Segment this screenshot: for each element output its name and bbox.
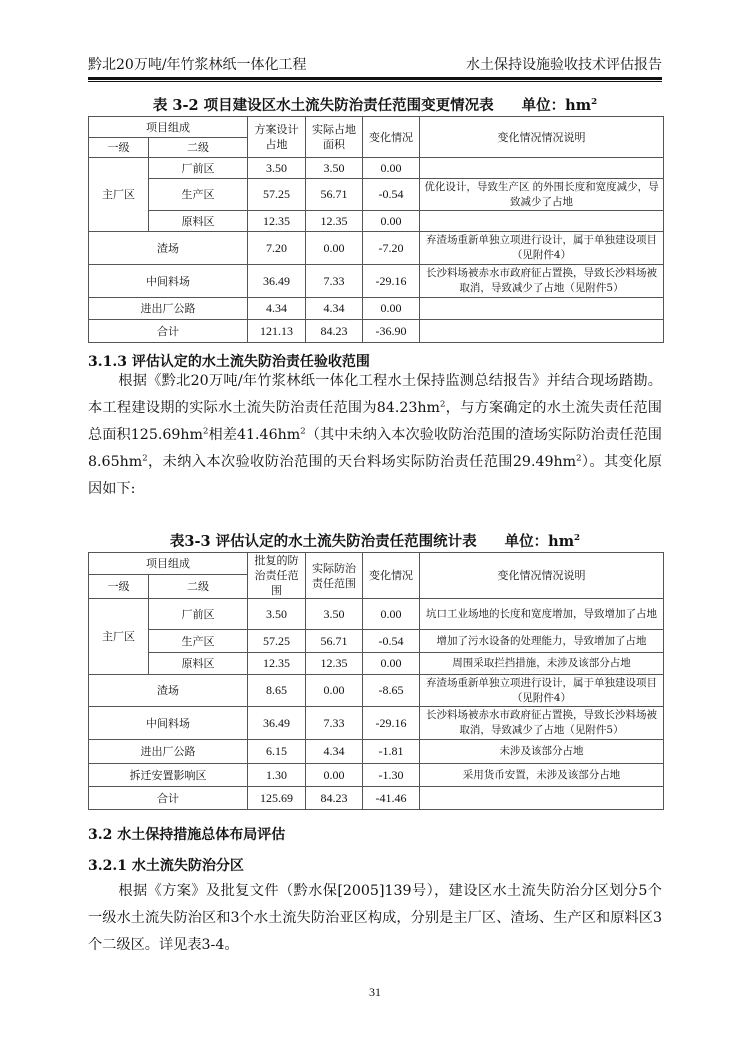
table2-cell-b: 56.71 bbox=[306, 630, 363, 653]
table2-cell-note: 长沙料场被赤水市政府征占置换，导致长沙料场被取消，导致减少了占地（见附件5） bbox=[420, 707, 664, 740]
table-row bbox=[89, 320, 664, 343]
table2-cell-c: -1.81 bbox=[363, 740, 420, 764]
section-3-1-3-paragraph bbox=[88, 368, 662, 503]
table2-cell-b: 12.35 bbox=[306, 653, 363, 675]
table1-header-col1: 方案设计占地 bbox=[248, 117, 306, 158]
table1-unit bbox=[522, 97, 597, 114]
table2-cell-note: 未涉及该部分占地 bbox=[420, 740, 664, 764]
table1-cell-l1: 合计 bbox=[89, 320, 248, 343]
table1-cell-b: 0.00 bbox=[306, 232, 363, 265]
sup-4: 2 bbox=[142, 453, 148, 464]
table2-cell-l1: 渣场 bbox=[89, 675, 248, 707]
table1-cell-c: -29.16 bbox=[363, 265, 420, 298]
table1-cell-b: 56.71 bbox=[306, 179, 363, 211]
table2-cell-b: 0.00 bbox=[306, 764, 363, 787]
table2-unit-text: 单位：hm bbox=[504, 533, 575, 550]
table1-cell-c: -36.90 bbox=[363, 320, 420, 343]
table2-cell-c: -1.30 bbox=[363, 764, 420, 787]
table2-cell-l1: 主厂区 bbox=[89, 599, 149, 675]
table-row bbox=[89, 265, 664, 298]
header-project-title: 黔北20万吨/年竹浆林纸一体化工程 bbox=[88, 57, 307, 73]
table2-cell-a: 125.69 bbox=[248, 787, 306, 810]
table1-header-col2: 实际占地面积 bbox=[306, 117, 363, 158]
table2-cell-l1: 进出厂公路 bbox=[89, 740, 248, 764]
table1-unit-text: 单位：hm bbox=[521, 97, 592, 114]
table1-cell-a: 3.50 bbox=[248, 158, 306, 179]
table2-cell-a: 12.35 bbox=[248, 653, 306, 675]
table2-header-col1: 批复的防治责任范围 bbox=[248, 553, 306, 599]
table1-cell-note: 弃渣场重新单独立项进行设计，属于单独建设项目（见附件4） bbox=[420, 232, 664, 265]
table1-cell-l1: 进出厂公路 bbox=[89, 298, 248, 320]
table1-cell-a: 57.25 bbox=[248, 179, 306, 211]
table1-header-group: 项目组成 bbox=[89, 117, 248, 138]
table2-header-col3: 变化情况 bbox=[363, 553, 420, 599]
table1-cell-note bbox=[420, 211, 664, 232]
table1-cell-c: -7.20 bbox=[363, 232, 420, 265]
table1-cell-a: 36.49 bbox=[248, 265, 306, 298]
table2-caption bbox=[88, 530, 662, 551]
table1-cell-b: 4.34 bbox=[306, 298, 363, 320]
table1-cell-note: 优化设计，导致生产区 的外围长度和宽度减少，导致减少了占地 bbox=[420, 179, 664, 211]
table2-cell-l1: 中间料场 bbox=[89, 707, 248, 740]
table-row bbox=[89, 740, 664, 764]
table1-cell-l2: 厂前区 bbox=[149, 158, 248, 179]
table2-header-col4: 变化情况情况说明 bbox=[420, 553, 664, 599]
table2-cell-c: -29.16 bbox=[363, 707, 420, 740]
table2-cell-a: 1.30 bbox=[248, 764, 306, 787]
table1-cell-a: 4.34 bbox=[248, 298, 306, 320]
table1-cell-l1: 渣场 bbox=[89, 232, 248, 265]
header-report-title: 水土保持设施验收技术评估报告 bbox=[466, 57, 662, 73]
sup-2: 2 bbox=[203, 426, 209, 437]
para-part-5: ，未纳入本次验收防治范围的天台料场实际防治责任范围29.49hm bbox=[147, 454, 577, 470]
table1-caption-text: 表 3-2 项目建设区水土流失防治责任范围变更情况表 bbox=[152, 97, 494, 114]
table-row bbox=[89, 787, 664, 810]
table2-caption-text: 表3-3 评估认定的水土流失防治责任范围统计表 bbox=[169, 533, 477, 550]
header-rule-thick bbox=[88, 77, 662, 80]
page-header bbox=[88, 52, 662, 76]
table2-cell-b: 0.00 bbox=[306, 675, 363, 707]
table1-cell-l1: 主厂区 bbox=[89, 158, 149, 232]
table1-cell-b: 7.33 bbox=[306, 265, 363, 298]
table2-cell-c: -0.54 bbox=[363, 630, 420, 653]
table1-cell-l2: 生产区 bbox=[149, 179, 248, 211]
table1-cell-b: 84.23 bbox=[306, 320, 363, 343]
table2-header-level2: 二级 bbox=[149, 575, 248, 599]
table1-cell-a: 121.13 bbox=[248, 320, 306, 343]
section-3-2-heading: 3.2 水土保持措施总体布局评估 bbox=[88, 827, 286, 843]
table2-cell-c: -8.65 bbox=[363, 675, 420, 707]
table-row bbox=[89, 653, 664, 675]
table2-cell-l2: 生产区 bbox=[149, 630, 248, 653]
section-3-1-3-heading: 3.1.3 评估认定的水土流失防治责任验收范围 bbox=[88, 354, 370, 370]
table1 bbox=[88, 116, 664, 343]
table-row bbox=[89, 599, 664, 630]
table2-header-level1: 一级 bbox=[89, 575, 149, 599]
table2-cell-l1: 合计 bbox=[89, 787, 248, 810]
table-row bbox=[89, 675, 664, 707]
table2-cell-note bbox=[420, 787, 664, 810]
header-rule-thin bbox=[88, 81, 662, 82]
table1-unit-sup: 2 bbox=[591, 97, 598, 108]
table2-cell-note: 坑口工业场地的长度和宽度增加，导致增加了占地 bbox=[420, 599, 664, 630]
table2-cell-note: 增加了污水设备的处理能力，导致增加了占地 bbox=[420, 630, 664, 653]
page-number: 31 bbox=[369, 985, 381, 999]
table2-cell-a: 57.25 bbox=[248, 630, 306, 653]
table2-unit-sup: 2 bbox=[574, 533, 581, 544]
para-part-4: （其中未纳入本次验收防治范围的渣场实际防治责任范围8.65hm bbox=[88, 427, 662, 470]
table1-cell-note bbox=[420, 298, 664, 320]
table2-cell-a: 3.50 bbox=[248, 599, 306, 630]
table2-cell-c: 0.00 bbox=[363, 653, 420, 675]
sup-3: 2 bbox=[300, 426, 306, 437]
table1-header-col3: 变化情况 bbox=[363, 117, 420, 158]
table1-cell-l1: 中间料场 bbox=[89, 265, 248, 298]
table2-header-col2: 实际防治责任范围 bbox=[306, 553, 363, 599]
table1-cell-b: 12.35 bbox=[306, 211, 363, 232]
table2-cell-a: 36.49 bbox=[248, 707, 306, 740]
para-part-3: 相差41.46hm bbox=[208, 427, 301, 443]
section-3-2-1-text: 根据《方案》及批复文件（黔水保[2005]139号），建设区水土流失防治分区划分5个一级水土流失防治区和3个水土流失防治亚区构成，分别是主厂区、渣场、生产区和原料区3个二级区。详见表3-4。 bbox=[88, 883, 662, 953]
table2-header-group: 项目组成 bbox=[89, 553, 248, 575]
table2-cell-note: 采用货币安置，未涉及该部分占地 bbox=[420, 764, 664, 787]
table1-cell-note bbox=[420, 158, 664, 179]
table-row bbox=[89, 707, 664, 740]
para-part-2: ，与方案确定的水土流失责任范围总面积125.69hm bbox=[88, 400, 662, 443]
table2-unit bbox=[505, 533, 580, 550]
section-3-2-1-heading: 3.2.1 水土流失防治分区 bbox=[88, 858, 244, 874]
table2 bbox=[88, 552, 664, 810]
table-row bbox=[89, 298, 664, 320]
sup-1: 2 bbox=[439, 399, 446, 410]
table1-cell-c: 0.00 bbox=[363, 298, 420, 320]
table1-header-level1: 一级 bbox=[89, 138, 149, 158]
section-3-2-1-paragraph bbox=[88, 878, 662, 959]
table2-cell-c: 0.00 bbox=[363, 599, 420, 630]
table1-cell-note bbox=[420, 320, 664, 343]
table2-cell-a: 8.65 bbox=[248, 675, 306, 707]
table2-cell-l2: 厂前区 bbox=[149, 599, 248, 630]
table1-header-col4: 变化情况情况说明 bbox=[420, 117, 664, 158]
table2-cell-b: 84.23 bbox=[306, 787, 363, 810]
table1-cell-c: 0.00 bbox=[363, 158, 420, 179]
table1-caption bbox=[88, 94, 662, 115]
table1-cell-c: 0.00 bbox=[363, 211, 420, 232]
table2-cell-l2: 原料区 bbox=[149, 653, 248, 675]
table-row bbox=[89, 211, 664, 232]
table2-cell-b: 7.33 bbox=[306, 707, 363, 740]
table1-cell-b: 3.50 bbox=[306, 158, 363, 179]
table1-cell-c: -0.54 bbox=[363, 179, 420, 211]
table-row bbox=[89, 764, 664, 787]
table2-cell-c: -41.46 bbox=[363, 787, 420, 810]
table-row bbox=[89, 158, 664, 179]
table1-cell-l2: 原料区 bbox=[149, 211, 248, 232]
table2-cell-b: 4.34 bbox=[306, 740, 363, 764]
table-row bbox=[89, 630, 664, 653]
table-row bbox=[89, 232, 664, 265]
table1-cell-a: 7.20 bbox=[248, 232, 306, 265]
table1-cell-a: 12.35 bbox=[248, 211, 306, 232]
table1-header-level2: 二级 bbox=[149, 138, 248, 158]
table-row bbox=[89, 179, 664, 211]
table2-cell-l1: 拆迁安置影响区 bbox=[89, 764, 248, 787]
sup-5: 2 bbox=[576, 453, 582, 464]
para-part-6: ）。其变化原因如下: bbox=[88, 454, 662, 497]
para-part-1: 根据《黔北20万吨/年竹浆林纸一体化工程水土保持监测总结报告》并结合现场踏勘。本工程建设期的实际水土流失防治责任范围为84.23hm bbox=[88, 373, 662, 416]
table2-cell-note: 周围采取拦挡措施，未涉及该部分占地 bbox=[420, 653, 664, 675]
table2-cell-a: 6.15 bbox=[248, 740, 306, 764]
table2-cell-note: 弃渣场重新单独立项进行设计，属于单独建设项目（见附件4） bbox=[420, 675, 664, 707]
table1-cell-note: 长沙料场被赤水市政府征占置换，导致长沙料场被取消，导致减少了占地（见附件5） bbox=[420, 265, 664, 298]
table2-cell-b: 3.50 bbox=[306, 599, 363, 630]
